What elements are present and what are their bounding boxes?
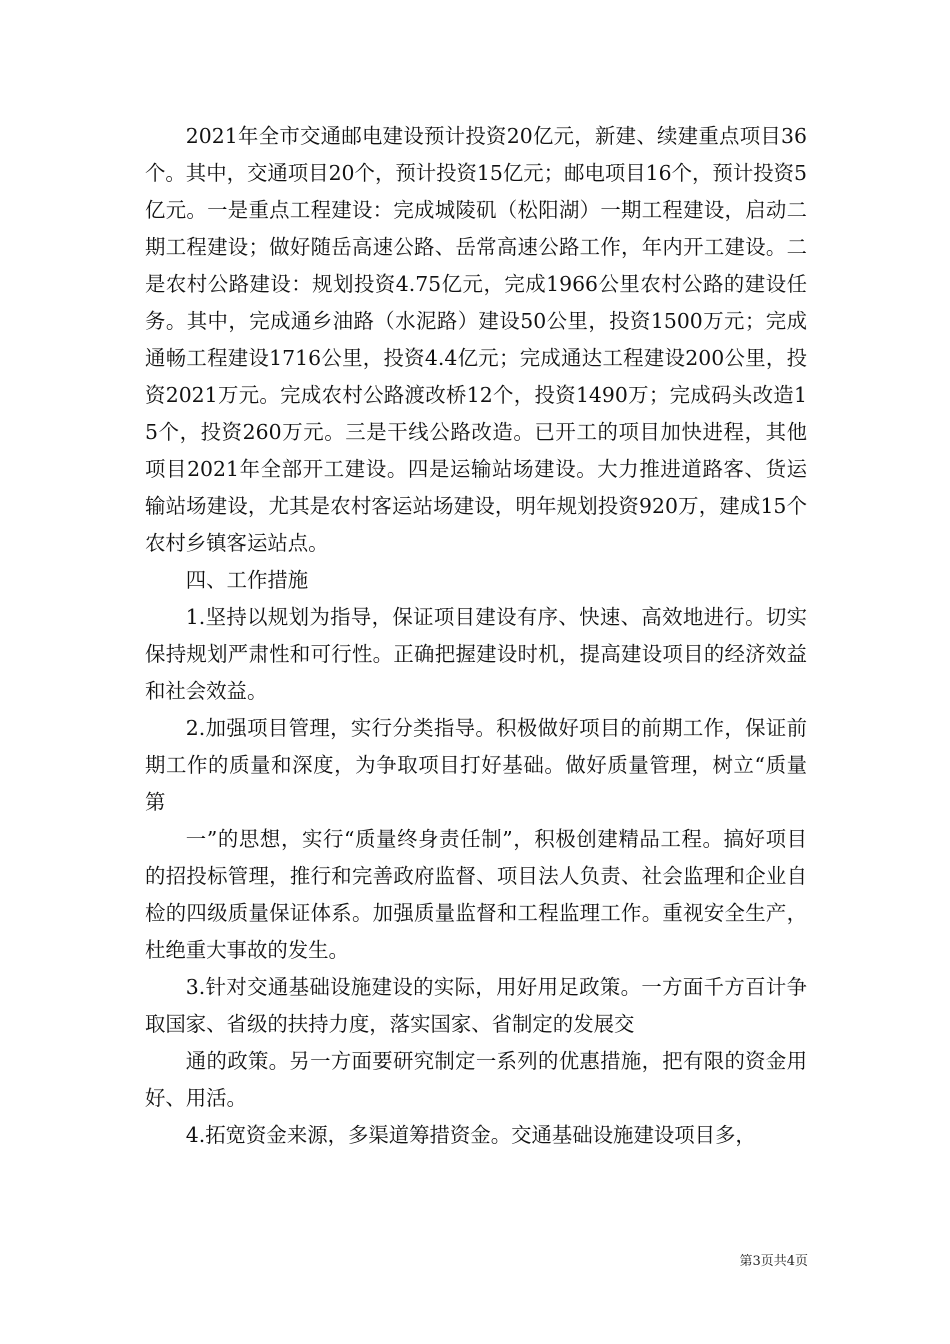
paragraph-measure-2: 2.加强项目管理，实行分类指导。积极做好项目的前期工作，保证前期工作的质量和深度，为争取项目打好基础。做好质量管理，树立“质量第 <box>145 716 807 814</box>
page-number-footer: 第3页共4页 <box>739 1254 808 1269</box>
document-body <box>145 118 807 1154</box>
paragraph-measure-1: 1.坚持以规划为指导，保证项目建设有序、快速、高效地进行。切实保持规划严肃性和可行性。正确把握建设时机，提高建设项目的经济效益和社会效益。 <box>145 605 807 703</box>
paragraph-investment-plan: 2021年全市交通邮电建设预计投资20亿元，新建、续建重点项目36个。其中，交通项目20个，预计投资15亿元；邮电项目16个，预计投资5亿元。一是重点工程建设：完成城陵矶（松阳湖）一期工程建设，启动二期工程建设；做好随岳高速公路、岳常高速公路工作，年内开工建设。二是农村公路建设：规划投资4.75亿元，完成1966公里农村公路的建设任务。其中，完成通乡油路（水泥路）建设50公里，投资1500万元；完成通畅工程建设1716公里，投资4.4亿元；完成通达工程建设200公里，投资2021万元。完成农村公路渡改桥12个，投资1490万；完成码头改造15个，投资260万元。三是干线公路改造。已开工的项目加快进程，其他项目2021年全部开工建设。四是运输站场建设。大力推进道路客、货运输站场建设，尤其是农村客运站场建设，明年规划投资920万，建成15个农村乡镇客运站点。 <box>145 124 807 555</box>
paragraph-measure-3-continued: 通的政策。另一方面要研究制定一系列的优惠措施，把有限的资金用好、用活。 <box>145 1049 807 1110</box>
section-heading-work-measures: 四、工作措施 <box>185 568 309 592</box>
paragraph-measure-4: 4.拓宽资金来源，多渠道筹措资金。交通基础设施建设项目多， <box>185 1123 756 1147</box>
paragraph-measure-3: 3.针对交通基础设施建设的实际，用好用足政策。一方面千方百计争取国家、省级的扶持力度，落实国家、省制定的发展交 <box>145 975 807 1036</box>
paragraph-measure-2-continued: 一”的思想，实行“质量终身责任制”，积极创建精品工程。搞好项目的招投标管理，推行和完善政府监督、项目法人负责、社会监理和企业自检的四级质量保证体系。加强质量监督和工程监理工作。重视安全生产，杜绝重大事故的发生。 <box>145 827 807 962</box>
